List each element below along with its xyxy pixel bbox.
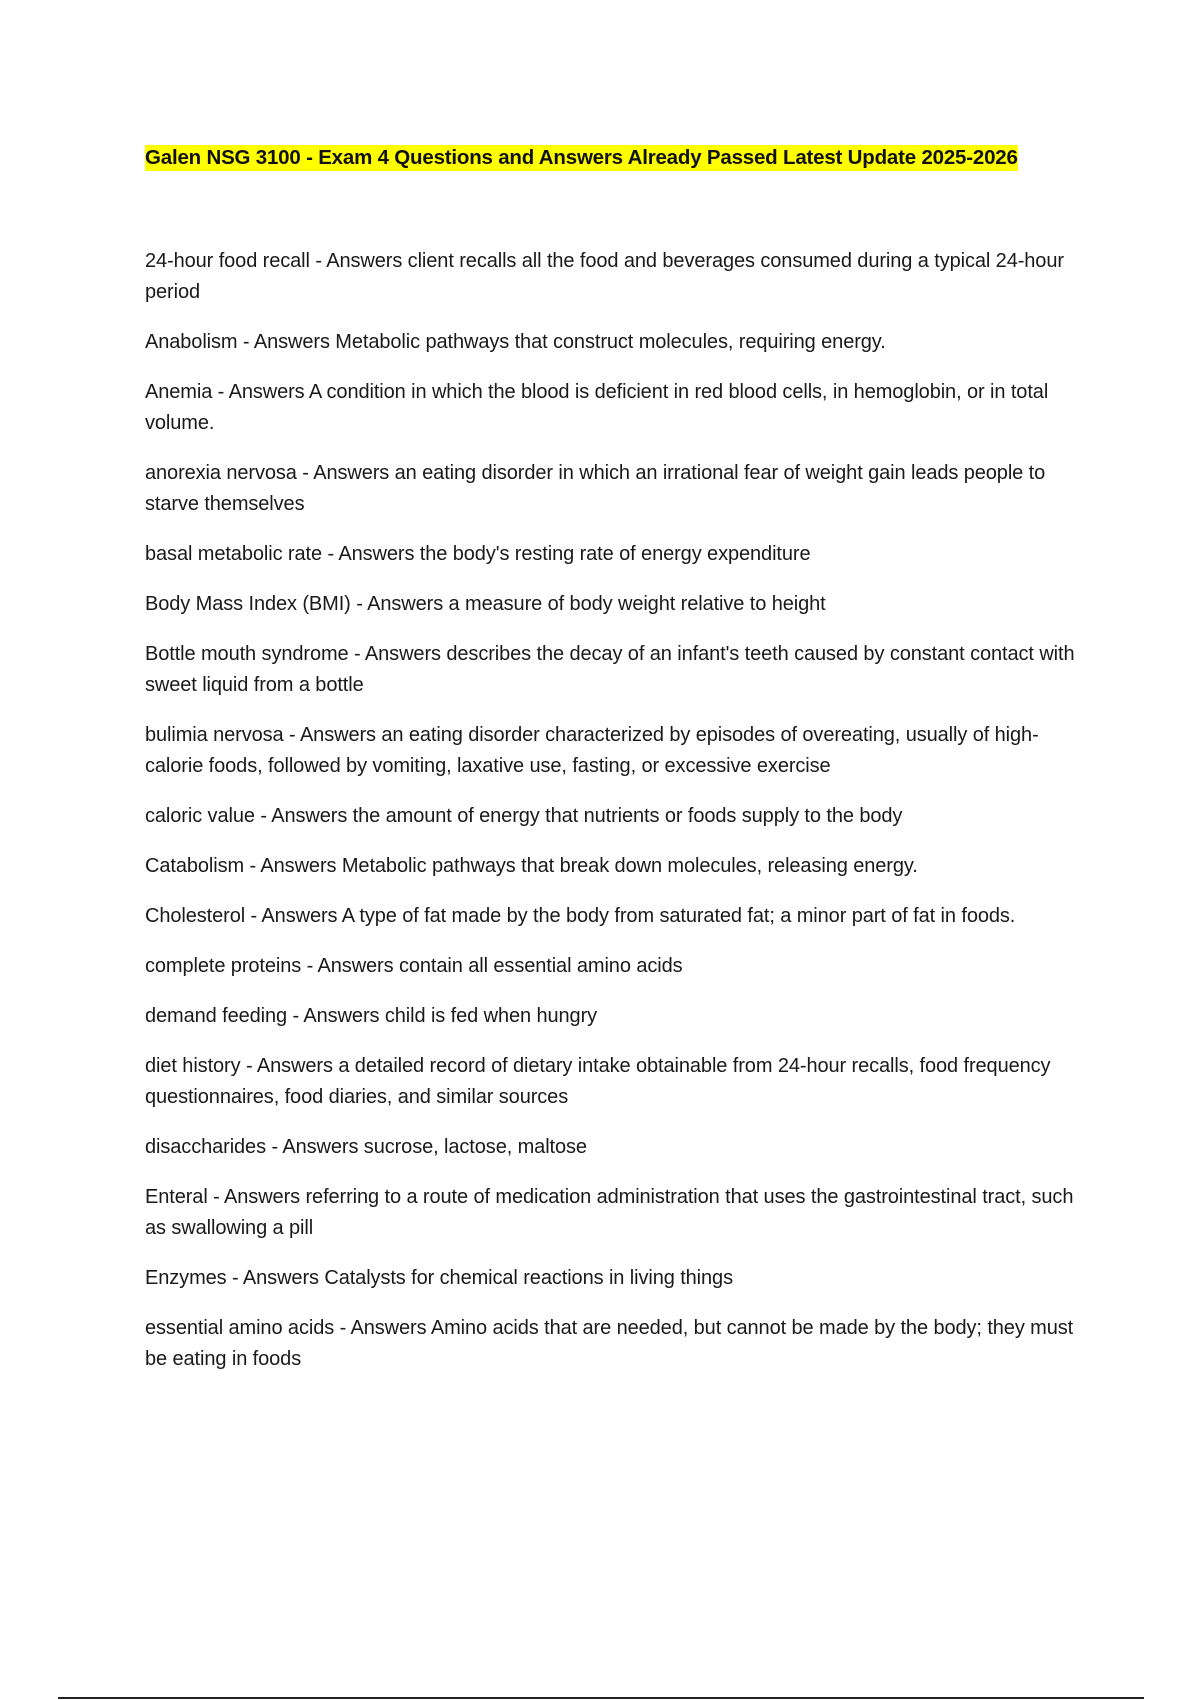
list-item: Cholesterol - Answers A type of fat made by the body from saturated fat; a minor part of fat in foods.	[145, 905, 1016, 927]
list-item: 24-hour food recall - Answers client recalls all the food and beverages consumed during a typical 24-hour period	[145, 250, 1064, 303]
list-item: Anemia - Answers A condition in which the blood is deficient in red blood cells, in hemoglobin, or in total volume.	[145, 381, 1049, 434]
list-item: essential amino acids - Answers Amino acids that are needed, but cannot be made by the body; they must be eating in foods	[145, 1317, 1074, 1370]
page-bottom-divider	[58, 1697, 1144, 1699]
list-item: basal metabolic rate - Answers the body's resting rate of energy expenditure	[145, 543, 811, 565]
list-item: bulimia nervosa - Answers an eating disorder characterized by episodes of overeating, usually of high-calorie foods, followed by vomiting, laxative use, fasting, or excessive exercise	[145, 724, 1039, 777]
document-title: Galen NSG 3100 - Exam 4 Questions and Answers Already Passed Latest Update 2025-2026	[145, 146, 1018, 169]
list-item: Catabolism - Answers Metabolic pathways that break down molecules, releasing energy.	[145, 855, 918, 877]
list-item: demand feeding - Answers child is fed when hungry	[145, 1005, 598, 1027]
list-item: complete proteins - Answers contain all essential amino acids	[145, 955, 683, 977]
list-item: Body Mass Index (BMI) - Answers a measure of body weight relative to height	[145, 593, 826, 615]
list-item: Enteral - Answers referring to a route of medication administration that uses the gastrointestinal tract, such as swallowing a pill	[145, 1186, 1074, 1239]
entry-list	[145, 246, 1095, 1394]
title-block	[145, 144, 1105, 172]
list-item: diet history - Answers a detailed record of dietary intake obtainable from 24-hour recalls, food frequency questionnaires, food diaries, and similar sources	[145, 1055, 1051, 1108]
list-item: disaccharides - Answers sucrose, lactose, maltose	[145, 1136, 587, 1158]
list-item: Enzymes - Answers Catalysts for chemical reactions in living things	[145, 1267, 733, 1289]
list-item: Bottle mouth syndrome - Answers describes the decay of an infant's teeth caused by constant contact with sweet liquid from a bottle	[145, 643, 1075, 696]
list-item: anorexia nervosa - Answers an eating disorder in which an irrational fear of weight gain leads people to starve themselves	[145, 462, 1046, 515]
list-item: caloric value - Answers the amount of energy that nutrients or foods supply to the body	[145, 805, 903, 827]
list-item: Anabolism - Answers Metabolic pathways that construct molecules, requiring energy.	[145, 331, 886, 353]
